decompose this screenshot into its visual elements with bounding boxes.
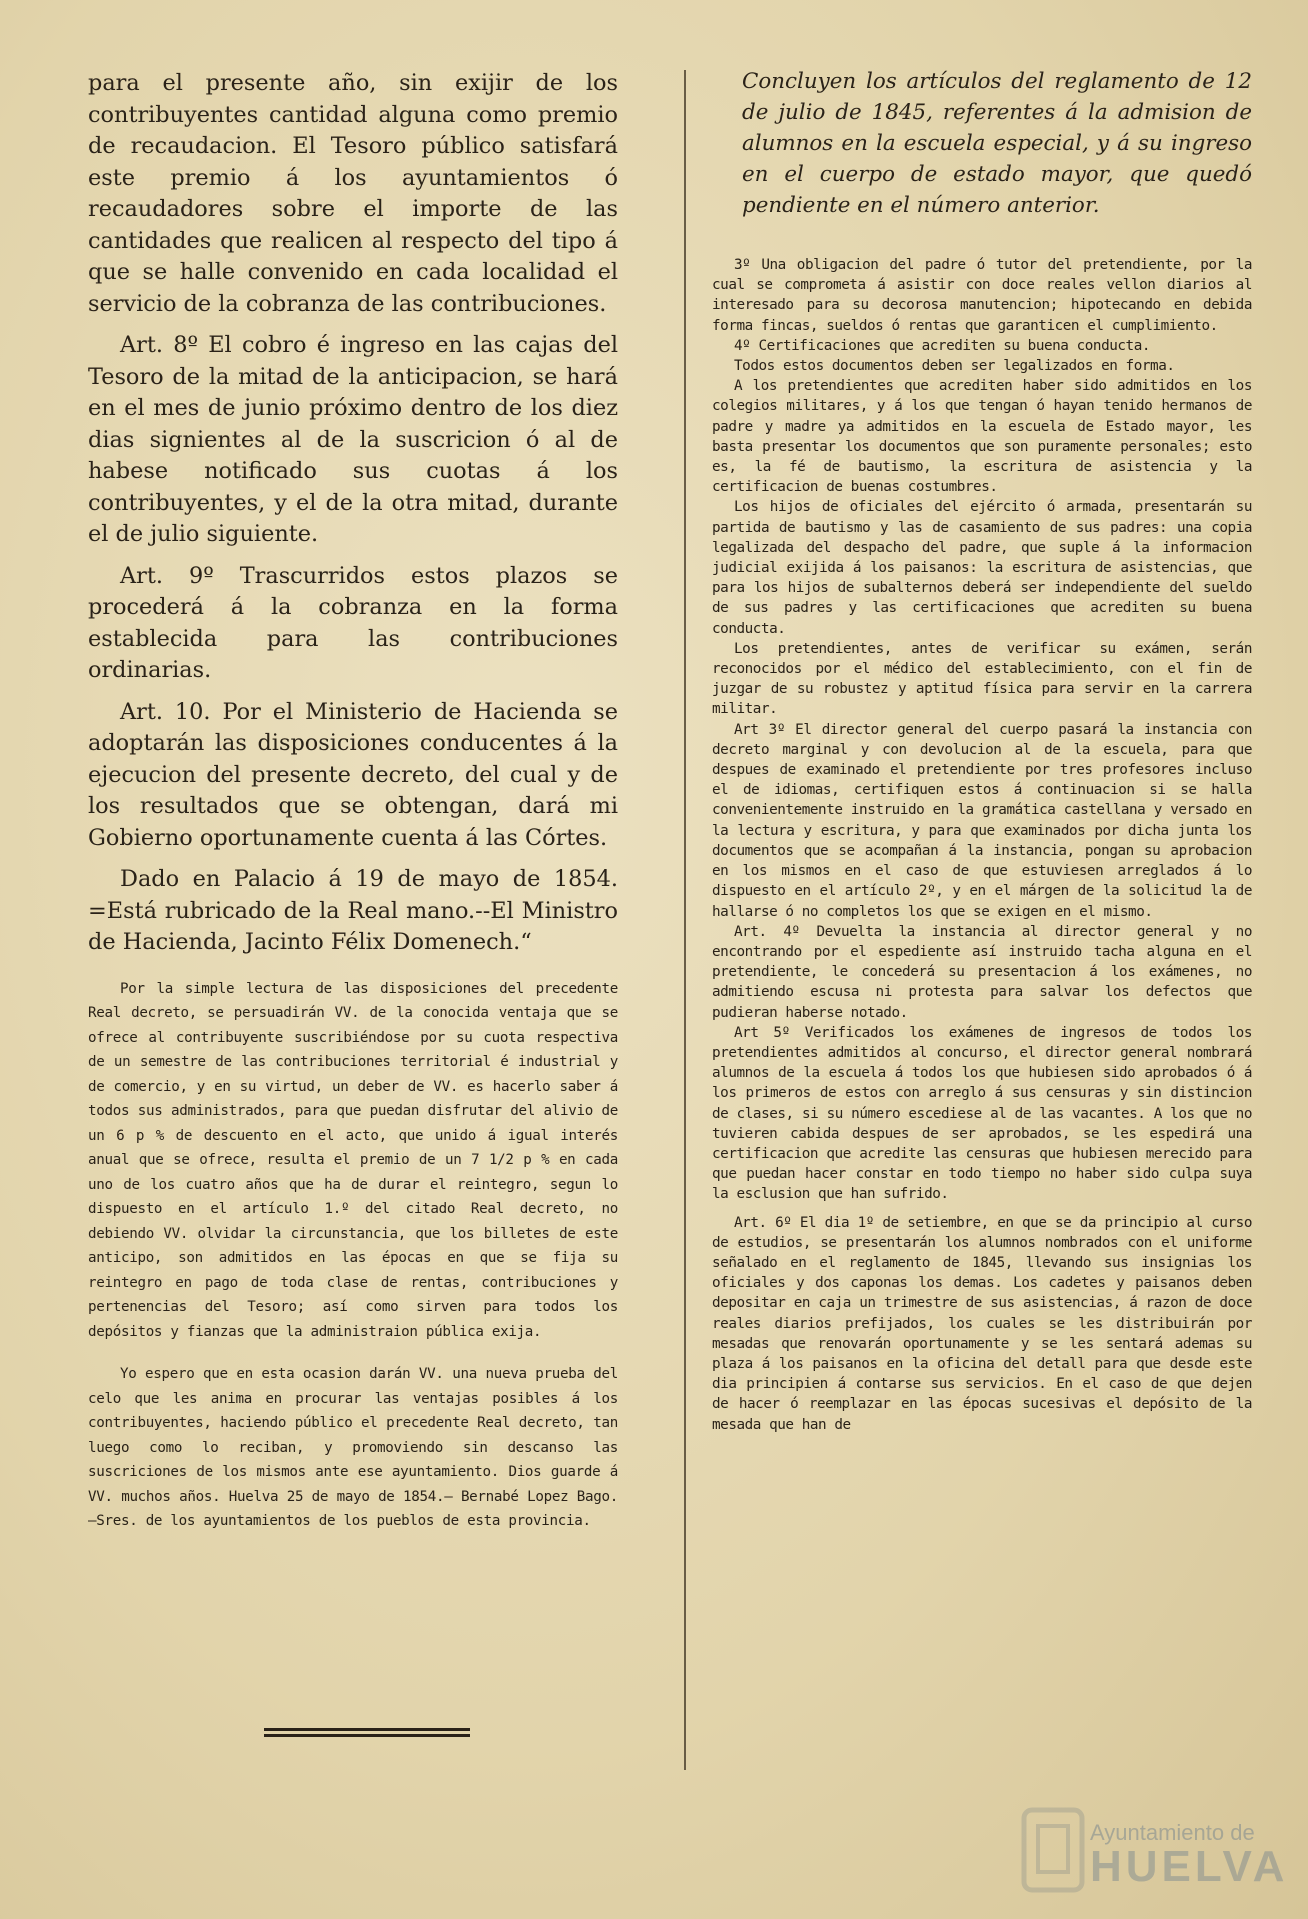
watermark-line-1: Ayuntamiento de bbox=[1090, 1820, 1255, 1845]
section-divider bbox=[264, 1728, 470, 1740]
section-heading: Concluyen los artículos del reglamento de 12 de julio de 1845, referentes á la admision de alumnos en la escuela especial, y á su ingreso en el cuerpo de estado mayor, que quedó pendiente en el número anterior. bbox=[742, 69, 1252, 218]
circular-paragraph-2: Yo espero que en esta ocasion darán VV. una nueva prueba del celo que les anima en procurar las ventajas posibles á los contribuyentes, haciendo público el precedente Real decreto, tan luego como lo reciban, y promoviendo sin descanso las suscriciones de los mismos ante ese ayuntamiento. Dios guarde á VV. muchos años. Huelva 25 de mayo de 1854.— Bernabé Lopez Bago.—Sres. de los ayuntamientos de los pueblos de esta provincia. bbox=[88, 1366, 618, 1529]
article-3: Art 3º El director general del cuerpo pasará la instancia con decreto marginal y con devolucion al de la escuela, para que despues de examinado el pretendiente por tres profesores incluso el de idiomas, certifiquen estos á continuacion si se halla convenientemente instruido en la gramática castellana y versado en la lectura y escritura, y para que examinados por dicha junta los documentos que se acompañan á la instancia, pongan su aprobacion en los mismos en el caso de que estuviesen arreglados á lo dispuesto en el artículo 2º, y en el márgen de la solicitud la de hallarse ó no completos los que se exigen en el mismo. bbox=[712, 721, 1252, 920]
admitted-candidates-note: A los pretendientes que acrediten haber sido admitidos en los colegios militares, y á los que tengan ó hayan tenido hermanos de padre y madre ya admitidos en la escuela de Estado mayor, les basta presentar los documentos que son puramente personales; esto es, la fé de bautismo, la escritura de asistencia y la certificacion de buenas costumbres. bbox=[712, 378, 1252, 496]
article-10: Art. 10. Por el Ministerio de Hacienda se adoptarán las disposiciones conducentes á la ejecucion del presente decreto, del cual y de los resultados que se obtengan, dará mi Gobierno oportunamente cuenta á las Córtes. bbox=[88, 698, 618, 851]
medical-exam-note: Los pretendientes, antes de verificar su exámen, serán reconocidos por el médico del establecimiento, con el fin de juzgar de su robustez y aptitud física para servir en la carrera militar. bbox=[712, 640, 1252, 718]
column-rule bbox=[684, 70, 686, 1770]
decree-signature: Dado en Palacio á 19 de mayo de 1854. =Está rubricado de la Real mano.--El Ministro de Hacienda, Jacinto Félix Domenech.“ bbox=[88, 866, 618, 955]
item-4-certificates: 4º Certificaciones que acrediten su buena conducta. bbox=[734, 337, 1151, 354]
legalization-note: Todos estos documentos deben ser legalizados en forma. bbox=[734, 358, 1175, 375]
left-column bbox=[88, 68, 618, 1534]
watermark-line-2: HUELVA bbox=[1090, 1842, 1289, 1891]
article-9: Art. 9º Trascurridos estos plazos se procederá á la cobranza en la forma establecida para las contribuciones ordinarias. bbox=[88, 562, 618, 683]
paragraph-continuation: para el presente año, sin exijir de los contribuyentes cantidad alguna como premio de recaudacion. El Tesoro público satisfará este premio á los ayuntamientos ó recaudadores sobre el importe de las cantidades que realicen al respecto del tipo á que se halle convenido en cada localidad el servicio de la cobranza de las contribuciones. bbox=[88, 70, 618, 317]
article-5: Art 5º Verificados los exámenes de ingresos de todos los pretendientes admitidos al concurso, el director general nombrará alumnos de la escuela á todos los que hubiesen sido aprobados ó á los primeros de estos con arreglo á sus censuras y sin distincion de clases, si su número escediese al de las vacantes. A los que no tuvieren cabida despues de ser aprobados, se les espedirá una certificacion que acredite las censuras que hubiesen merecido para que puedan hacer constar en todo tiempo no haber sido culpa suya la esclusion que han sufrido. bbox=[712, 1024, 1252, 1203]
article-6: Art. 6º El dia 1º de setiembre, en que se da principio al curso de estudios, se presentarán los alumnos nombrados con el uniforme señalado en el reglamento de 1845, llevando sus insignias los oficiales y dos caponas los demas. Los cadetes y paisanos deben depositar en caja un trimestre de sus asistencias, á razon de doce reales diarios prefijados, los cuales se les distribuirán por mesadas que renovarán oportunamente y se les sentará ademas su plaza á los paisanos en la oficina del detall para que desde este dia principien á contarse sus servicios. En el caso de que dejen de hacer ó reemplazar en las épocas sucesivas el depósito de la mesada que han de bbox=[712, 1214, 1252, 1433]
right-column bbox=[712, 66, 1252, 1435]
article-8: Art. 8º El cobro é ingreso en las cajas del Tesoro de la mitad de la anticipacion, se hará en el mes de junio próximo dentro de los diez dias signientes al de la suscricion ó al de habese notificado sus cuotas á los contribuyentes, y el de la otra mitad, durante el de julio siguiente. bbox=[88, 332, 618, 547]
article-4: Art. 4º Devuelta la instancia al director general y no encontrando por el espediente así instruido tacha alguna en el pretendiente, le concederá su presentacion á los exámenes, no admitiendo escusa ni protesta para salvar los defectos que pudieran haberse notado. bbox=[712, 923, 1252, 1021]
circular-paragraph-1: Por la simple lectura de las disposiciones del precedente Real decreto, se persuadirán VV. de la conocida ventaja que se ofrece al contribuyente suscribiéndose por su cuota respectiva de un semestre de las contribuciones territorial é industrial y de comercio, y en su virtud, un deber de VV. es hacerlo saber á todos sus administrados, para que puedan disfrutar del alivio de un 6 p % de descuento en el acto, que unido á igual interés anual que se ofrece, resulta el premio de un 7 1/2 p % en cada uno de los cuatro años que ha de durar el reintegro, segun lo dispuesto en el artículo 1.º del citado Real decreto, no debiendo VV. olvidar la circunstancia, que los billetes de este anticipo, son admitidos en las épocas en que se fija su reintegro en pago de toda clase de rentas, contribuciones y pertenencias del Tesoro; así como sirven para todos los depósitos y fianzas que la administraion pública exija. bbox=[88, 980, 618, 1340]
item-3-obligation: 3º Una obligacion del padre ó tutor del pretendiente, por la cual se comprometa á asistir con doce reales vellon diarios al interesado para su decorosa manutencion; hipotecando en debida forma fincas, sueldos ó rentas que garanticen el cumplimiento. bbox=[712, 257, 1252, 334]
officers-children-note: Los hijos de oficiales del ejército ó armada, presentarán su partida de bautismo y las de casamiento de sus padres: una copia legalizada del despacho del padre, que suple á la informacion judicial exijida á los paisanos: la escritura de asistencias, que para los hijos de subalternos deberá ser independiente del sueldo de sus padres y las certificaciones que acrediten su buena conducta. bbox=[712, 499, 1252, 637]
